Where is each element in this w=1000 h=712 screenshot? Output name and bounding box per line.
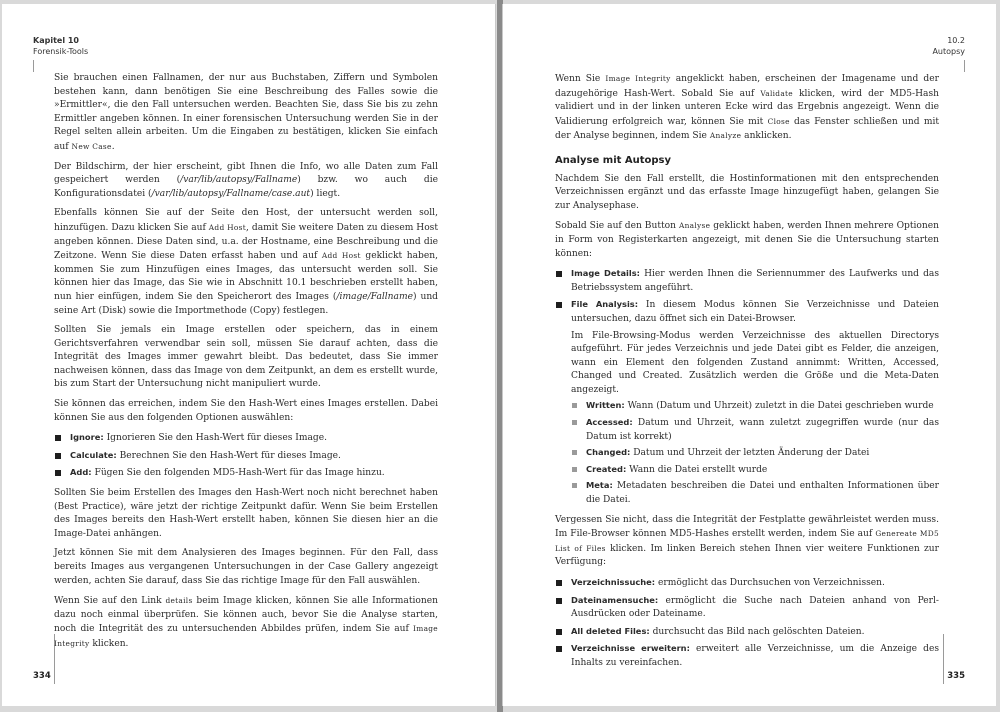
running-header-right xyxy=(932,35,965,57)
paragraph: Wenn Sie Image Integrity angeklickt haben, erscheinen der Imagename und der dazugehörige Hash-Wert. Sobald Sie auf Validate klicken, wird der MD5-Hash validiert und in der linken unteren Ecke wird das Ergebnis angezeigt. Wenn die Validierung erfolgreich war, können Sie mit Close das Fenster schließen und mit der Analyse beginnen, indem Sie Analyze anklicken. xyxy=(555,74,940,142)
section-number: 10.2 xyxy=(947,36,965,45)
margin-rule-top xyxy=(964,60,965,72)
paragraph: Wenn Sie auf den Link details beim Image klicken, können Sie alle Informationen dazu noch einmal überprüfen. Sie können auch, bevor Sie die Analyse starten, noch die Integrität des zu untersuchenden Abbildes prüfen, indem Sie auf Image Integrity klicken. xyxy=(54,596,438,649)
list-item: Verzeichnissuche: ermöglicht das Durchsuchen von Verzeichnissen. xyxy=(555,576,939,591)
margin-rule-top xyxy=(33,60,34,72)
paragraph: Sie brauchen einen Fallnamen, der nur aus Buchstaben, Ziffern und Symbolen bestehen kann, dann benötigen Sie eine Beschreibung des Falles sowie die »Ermittler«, die den Fall untersuchen werden. Beachten Sie, dass Sie bis zu zehn Ermittler angeben können. In einer forensischen Untersuchung werden Sie in der Regel selten allein arbeiten. Um die Eingaben zu bestätigen, klicken Sie einfach auf New Case. xyxy=(54,73,438,152)
file-fields-list xyxy=(571,399,939,507)
paragraph: Ebenfalls können Sie auf der Seite den Host, der untersucht werden soll, hinzufügen. Dazu klicken Sie auf Add Host, damit Sie weitere Daten zu diesem Host angeben können. Diese Daten sind, u.a. der Hostname, eine Beschreibung und die Zeitzone. Wenn Sie diese Daten erfasst haben und auf Add Host geklickt haben, kommen Sie zum Hinzufügen eines Images, das untersucht werden soll. Sie können hier das Image, das Sie wie in Abschnitt 10.1 beschrieben erstellt haben, nun hier einfügen, indem Sie den Speicherort des Images (/image/Fallname) und seine Art (Disk) sowie die Importmethode (Copy) festlegen. xyxy=(54,208,438,316)
search-functions-list xyxy=(555,576,939,671)
paragraph: Sobald Sie auf den Button Analyse geklickt haben, werden Ihnen mehrere Optionen in Form von Registerkarten angezeigt, mit denen Sie die Untersuchung starten können: xyxy=(555,221,939,259)
list-item: Calculate: Berechnen Sie den Hash-Wert für dieses Image. xyxy=(54,449,438,464)
right-body-text xyxy=(555,72,939,677)
list-item: Image Details: Hier werden Ihnen die Seriennummer des Laufwerks und das Betriebssystem angeführt. xyxy=(555,267,939,295)
list-item: All deleted Files: durchsucht das Bild nach gelöschten Dateien. xyxy=(555,625,939,640)
analysis-modes-list xyxy=(555,267,939,508)
section-title: Autopsy xyxy=(932,47,965,56)
paragraph: Vergessen Sie nicht, dass die Integrität der Festplatte gewährleistet werden muss. Im File-Browser können MD5-Hashes erstellt werden, indem Sie auf Genereate MD5 List of Files klicken. Im linken Bereich stehen Ihnen vier weitere Funktionen zur Verfügung: xyxy=(555,514,940,568)
right-page xyxy=(502,4,996,706)
sub-list-item: Changed: Datum und Uhrzeit der letzten Änderung der Datei xyxy=(571,446,939,461)
sub-list-item: Created: Wann die Datei erstellt wurde xyxy=(571,463,939,478)
list-item: File Analysis: In diesem Modus können Sie Verzeichnisse und Dateien untersuchen, dazu öffnet sich ein Datei-Browser. Im File-Browsing-Modus werden Verzeichnisse des aktuellen Directorys aufgeführt. Für jedes Verzeichnis und jede Datei gibt es Felder, die anzeigen, wann ein Element den folgenden Zustand annimmt: Written, Accessed, Changed und Created. Zusätzlich werden die Größe und die Meta-Daten angezeigt. Written: Wann (Datum und Uhrzeit) zuletzt in die Datei geschrieben wurde Accessed: Datum und Uhrzeit, wann zuletzt zugegriffen wurde (nur das Datum ist korrekt) Changed: Datum und Uhrzeit der letzten Änderung der Datei Created: Wann die Datei erstellt wurde Meta: Metadaten beschreiben die Datei und enthalten Informationen über die Datei. xyxy=(555,298,939,507)
list-item: Add: Fügen Sie den folgenden MD5-Hash-Wert für das Image hinzu. xyxy=(54,466,438,481)
sub-list-item: Accessed: Datum und Uhrzeit, wann zuletzt zugegriffen wurde (nur das Datum ist korrekt) xyxy=(571,416,939,444)
chapter-label: Kapitel 10 xyxy=(33,36,79,45)
left-page xyxy=(2,4,496,706)
page-number: 334 xyxy=(33,671,51,681)
sub-list-item: Written: Wann (Datum und Uhrzeit) zuletzt in die Datei geschrieben wurde xyxy=(571,399,939,414)
paragraph: Sollten Sie jemals ein Image erstellen oder speichern, das in einem Gerichtsverfahren verwendbar sein soll, müssen Sie darauf achten, dass die Integrität des Images immer gewahrt bleibt. Das bedeutet, dass Sie immer nachweisen können, dass das Image von dem Zeitpunkt, an dem es erstellt wurde, bis zum Start der Untersuchung nicht manipuliert wurde. xyxy=(54,325,438,390)
file-browsing-description: Im File-Browsing-Modus werden Verzeichnisse des aktuellen Directorys aufgeführt. Für jedes Verzeichnis und jede Datei gibt es Felder, die anzeigen, wann ein Element den folgenden Zustand annimmt: Written, Accessed, Changed und Created. Zusätzlich werden die Größe und die Meta-Daten angezeigt. xyxy=(571,330,939,395)
paragraph: Sollten Sie beim Erstellen des Images den Hash-Wert noch nicht berechnet haben (Best Practice), wäre jetzt der richtige Zeitpunkt dafür. Wenn Sie beim Erstellen des Images bereits den Hash-Wert erstellt haben, können Sie diesen hier an die Image-Datei anhängen. xyxy=(54,488,438,539)
chapter-title: Forensik-Tools xyxy=(33,47,89,56)
section-heading: Analyse mit Autopsy xyxy=(555,154,672,166)
sub-list-item: Meta: Metadaten beschreiben die Datei und enthalten Informationen über die Datei. xyxy=(571,479,939,507)
hash-options-list xyxy=(54,431,438,481)
paragraph: Jetzt können Sie mit dem Analysieren des Images beginnen. Für den Fall, dass bereits Images aus vergangenen Untersuchungen in der Case Gallery angezeigt werden, achten Sie darauf, dass Sie das richtige Image für den Fall auswählen. xyxy=(54,548,438,586)
left-body-text xyxy=(54,72,438,658)
list-item: Dateinamensuche: ermöglicht die Suche nach Dateien anhand von Perl-Ausdrücken oder Dateiname. xyxy=(555,594,939,622)
paragraph: Nachdem Sie den Fall erstellt, die Hostinformationen mit den entsprechenden Verzeichnissen ergänzt und das erfasste Image hinzugefügt haben, gelangen Sie zur Analysephase. xyxy=(555,173,939,211)
paragraph: Der Bildschirm, der hier erscheint, gibt Ihnen die Info, wo alle Daten zum Fall gespeichert werden (/var/lib/autopsy/Fallname) bzw. wo auch die Konfigurationsdatei (/var/lib/autopsy/Fallname/case.aut) liegt. xyxy=(54,161,438,199)
paragraph: Sie können das erreichen, indem Sie den Hash-Wert eines Images erstellen. Dabei können Sie aus den folgenden Optionen auswählen: xyxy=(54,399,438,423)
list-item: Verzeichnisse erweitern: erweitert alle Verzeichnisse, um die Anzeige des Inhalts zu vereinfachen. xyxy=(555,642,939,670)
margin-rule-bottom xyxy=(943,634,944,684)
list-item: Ignore: Ignorieren Sie den Hash-Wert für dieses Image. xyxy=(54,431,438,446)
running-header-left xyxy=(33,35,88,57)
page-number: 335 xyxy=(947,671,965,681)
